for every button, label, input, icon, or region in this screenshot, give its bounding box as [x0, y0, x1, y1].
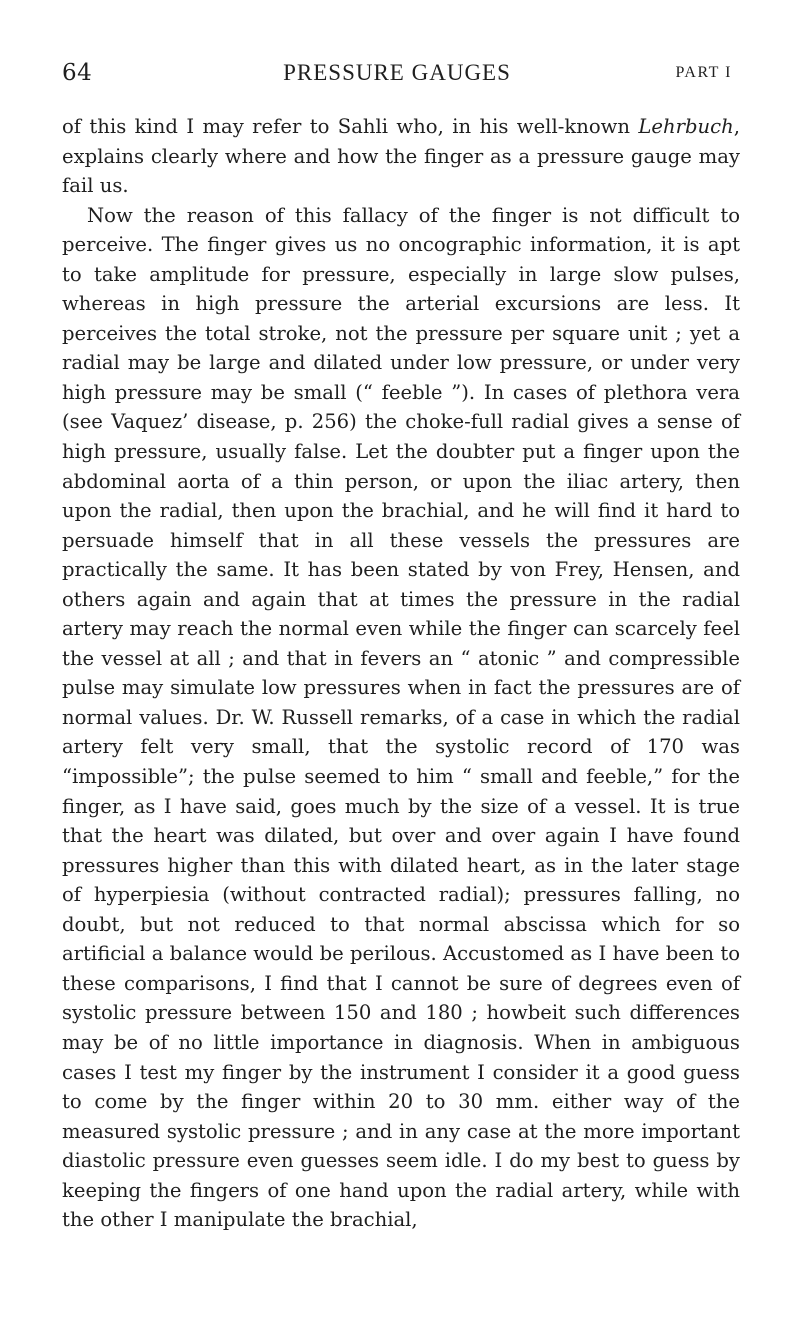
paragraph: Now the reason of this fallacy of the finger is not difficult to perceive. The finger gives us no oncographic information, it is apt to take amplitude for pressure, especially in large slow pulses, whereas in high pressure the arterial excursions are less. It perceives the total stroke, not the pressure per square unit ; yet a radial may be large and dilated under low pressure, or under very high pressure may be small (“ feeble ”). In cases of plethora vera (see Vaquez’ disease, p. 256) the choke-full radial gives a sense of high pressure, usually false. Let the doubter put a finger upon the abdominal aorta of a thin person, or upon the iliac artery, then upon the radial, then upon the brachial, and he will find it hard to persuade himself that in all these vessels the pressures are practically the same. It has been stated by von Frey, Hensen, and others again and again that at times the pressure in the radial artery may reach the normal even while the finger can scarcely feel the vessel at all ; and that in fevers an “ atonic ” and compressible pulse may simulate low pressures when in fact the pressures are of normal values. Dr. W. Russell remarks, of a case in which the radial artery felt very small, that the systolic record of 170 was “impossible”; the pulse seemed to him “ small and feeble,” for the finger, as I have said, goes much by the size of a vessel. It is true that the heart was dilated, but over and over again I have found pressures higher than this with dilated heart, as in the later stage of hyperpiesia (without contracted radial); pressures falling, no doubt, but not reduced to that normal abscissa which for so artificial a balance would be perilous. Accustomed as I have been to these comparisons, I find that I cannot be sure of degrees even of systolic pressure between 150 and 180 ; howbeit such differences may be of no little importance in diagnosis. When in ambiguous cases I test my finger by the instrument I consider it a good guess to come by the finger within 20 to 30 mm. either way of the measured systolic pressure ; and in any case at the more important diastolic pressure even guesses seem idle. I do my best to guess by keeping the fingers of one hand upon the radial artery, while with the other I manipulate the brachial, [62, 203, 740, 1232]
paragraph-text: , explains clearly where and how the finger as a pressure gauge may fail us. [62, 115, 740, 198]
running-title: PRESSURE GAUGES [283, 60, 511, 85]
paragraph-text: of this kind I may refer to Sahli who, in his well-known [62, 115, 639, 138]
paragraph-continuation [62, 112, 740, 201]
book-title-italic: Lehrbuch [638, 115, 734, 138]
part-label: PART I [675, 64, 732, 81]
page-header [62, 60, 732, 92]
page-number: 64 [62, 60, 93, 86]
body-text [62, 112, 740, 1235]
